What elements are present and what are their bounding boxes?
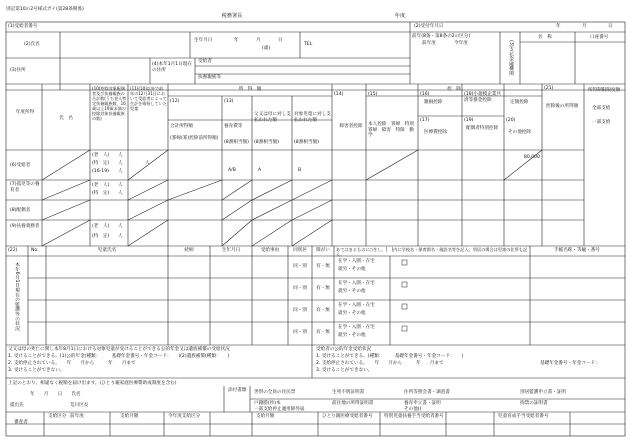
b-mark: B [298, 168, 302, 173]
recipient-pension-3: 2. 支給停止されている。 年 月から 年 月まで [316, 361, 444, 366]
c14-ratio: (8割相当額) [254, 140, 279, 145]
status-4a: 在学・入園・在宅 [338, 325, 375, 330]
prev-year: 前年度 [422, 41, 436, 46]
doc-6: 前住地の所得証明書 [332, 401, 374, 406]
col-handbook: 手帳名称・等級・番号 [554, 248, 600, 253]
office-name: 税務署長 [221, 13, 243, 19]
status-4b: 就労・その他 [338, 333, 366, 338]
ppl-1: 人 [118, 153, 123, 158]
row-recipient: (6)受給者 [10, 163, 31, 168]
old-2: (老 人) [92, 183, 110, 188]
pension-note-3: 2. 支給停止されている。 年 月から 年 月まで [8, 361, 136, 366]
receipt-month: 月 [582, 24, 587, 29]
declaration-date: 年 月 日 氏名 [30, 392, 81, 397]
d15-self: 本人控除 寡婦 特別寡婦 障害 特障 勤学 [368, 122, 414, 139]
d20-other: その他控除 [508, 130, 531, 135]
c12-before: (寡婦(寡)控除前所得額) [170, 136, 219, 141]
disab-4: 有・無 [316, 330, 330, 335]
jan1-address-label: (4)本年1月1日現在の住所 [152, 62, 192, 73]
birth-year: 年 [234, 38, 239, 43]
row-spouse: (8)配偶者 [10, 208, 31, 213]
c11-label: (11)(10)以外で前年の12月31日において受給者によって生計を維持していた児童 [130, 86, 167, 111]
d21: (21) [544, 86, 554, 91]
ppl-6: 人 [118, 224, 123, 229]
d19-spouse: 配偶者特別控除 [466, 126, 499, 131]
mayor: 荒川区長 [70, 403, 89, 408]
family-name-label: 氏 名 [59, 116, 73, 121]
age: (歳) [262, 46, 271, 51]
ppl-2: 人 [118, 161, 123, 166]
form-number: 別記第10の2号様式ガイ(第28条関係) [6, 7, 84, 12]
col-relation: 続柄 [184, 248, 194, 253]
c14-parent: 父又は母に対し支払われた額 [254, 112, 291, 123]
ppl-4: 人 [118, 183, 123, 188]
spec-count: (特 定) [92, 161, 110, 166]
receipt-year: 年 [556, 24, 561, 29]
name-label: (2)氏名 [24, 42, 40, 47]
old-count: (老 人) [92, 153, 110, 158]
d17: (17) [420, 118, 430, 123]
pension-code-2: 基礎年金番号・年金コード： [540, 361, 600, 366]
col-child-name: 児童氏名 [97, 248, 117, 253]
d19: (19) [464, 118, 474, 123]
c12-total: 合計所得額 [170, 124, 193, 129]
dependent-addr: 扶養親族等 [198, 75, 221, 80]
d17-medical: 医療費控除 [424, 130, 447, 135]
full-pay: 全部支給 [592, 106, 611, 111]
old-3: (老 人) [92, 224, 110, 229]
tel-label: TEL [304, 42, 313, 47]
disab-3: 有・無 [316, 308, 330, 313]
prev-year-label: 前年度 [70, 414, 84, 419]
pension-note-2: 1. 受けることができる。(1)公的年金(種類： 基礎年金番号・年金コード： )(2)遺族補償(種類： ) [8, 354, 230, 359]
partial-pay: 一部支給 [592, 120, 611, 125]
receipt-day: 日 [608, 24, 613, 29]
pay-class-label: 支給区分 [48, 414, 67, 419]
disab-2: 有・無 [316, 286, 330, 291]
account-col: 口座番号 [590, 35, 609, 40]
doc-9: 一部支給停止適用除外届 [254, 407, 305, 412]
sec22: (22) [8, 248, 18, 253]
ab-mark: A/B [228, 168, 236, 173]
this-year-class-label: 今年度支給区分 [168, 414, 201, 419]
d14-disabled: 障害者控除 [339, 124, 363, 129]
income-section: 所 得 額 [238, 87, 262, 92]
payer-label: (3)支払金融機関 [508, 40, 513, 76]
d14: (14) [334, 92, 344, 97]
spec-3: (特 定) [92, 234, 110, 239]
recipient-pension-4: 3. 受けることができない。 [316, 368, 373, 373]
col-no: No. [31, 248, 39, 253]
a-mark: A [258, 168, 262, 173]
status-3a: 在学・入園・在宅 [338, 303, 375, 308]
c13: (13) [224, 99, 234, 104]
col-reason: 受給事由 [260, 248, 280, 253]
doc-10: その他() [404, 407, 422, 412]
d16: (16) [420, 92, 430, 97]
status-1b: 就労・その他 [338, 267, 366, 272]
bank-name-col: 名 称 [538, 35, 552, 40]
doc-5: 戸籍謄(抄)本 [254, 401, 281, 406]
status-1a: 在学・入園・在宅 [338, 259, 375, 264]
deduction-section: 控 除 [447, 87, 461, 92]
status-3b: 就労・その他 [338, 311, 366, 316]
recipient-pension-1: 受給者の公的年金受給状況 [316, 347, 372, 352]
d18: (18)小規模企業共済等掛金控除 [464, 92, 501, 103]
spec-2: (特 定) [92, 191, 110, 196]
c12: (12) [170, 99, 180, 104]
doc-1: 世帯の全員の住民票 [254, 390, 296, 395]
doc-7: 養育申立書・証明 [404, 401, 441, 406]
year-income-label: 年度所得 [15, 110, 35, 115]
income-limit: 所得制限限度額 [588, 88, 621, 93]
recipient-id-label: (1)受給者番号 [8, 24, 38, 29]
monthly-pay-label-2: 支給月額 [256, 414, 275, 419]
child-raising-id-label: 児童育成手当受給者番号 [498, 414, 549, 419]
cohab-4: 同・別 [293, 330, 307, 335]
col-cohab: 同別居 [293, 248, 307, 253]
d20: (20) [506, 118, 516, 123]
d15: (15) [368, 92, 378, 97]
pension-note-1: 父又は母の死亡に関し本年8月1日における対象児童が受けることができる公的年金又は遺族補償の受給状況 [8, 347, 230, 352]
teen-count: (16-19) [92, 169, 109, 174]
birth-label: 生年月日 [194, 38, 213, 43]
c13-ratio: (8割相当額) [224, 140, 249, 145]
doc-3: 住所等照会書・調査書 [404, 390, 450, 395]
ppl-3: 人 [118, 169, 123, 174]
declaration: 上記のとおり、相違なく税額を届け出ます。(ひとり親家庭医療費助成制度を含む) [8, 381, 177, 386]
this-year: 今年度 [454, 41, 468, 46]
fixed-deduction: 定額控除 [510, 100, 529, 105]
c15-ratio: (8割相当額) [294, 140, 319, 145]
recipient-addr: 受給者 [198, 59, 212, 64]
row-guardian: (7)孤児等の養育者 [10, 182, 40, 193]
receipt-date-label: (2)受付年月日 [414, 24, 444, 29]
ppl-7: 人 [118, 234, 123, 239]
d16-loss: 雑損控除 [424, 100, 443, 105]
special-child-id-label: 特別児童扶養手当受給者番号 [384, 414, 444, 419]
ppl-5: 人 [118, 191, 123, 196]
disab-1: 有・無 [316, 264, 330, 269]
birth-day: 日 [278, 38, 283, 43]
c15-child: 対象児童に対し支払われた額 [294, 112, 331, 123]
attachments-label: 添付書類 [228, 388, 247, 393]
recipient-pension-2: 1. 受けることができる。(種類： 基礎年金番号・年金コード： ) [316, 354, 464, 359]
status-2a: 在学・入園・在宅 [338, 281, 375, 286]
row-dependent: (9)扶養義務者 [10, 224, 40, 229]
pension-note-4: 3. 受けることができない。 [8, 368, 65, 373]
submit-to-label: 提出先 [10, 403, 24, 408]
status-2b: 就労・その他 [338, 289, 366, 294]
address-label: (3)住所 [10, 68, 26, 73]
d21-after: 控除後の所得額 [546, 104, 579, 109]
doc-8: 拘禁の証明書 [520, 401, 548, 406]
doc-4: 別居監護申立書・証明 [520, 390, 566, 395]
col-disab: 障がい [316, 248, 330, 253]
custody-note: あてはまるものに○をし、[ ]内に学校名・保育園名・施設名等を記入。別居の場合は児童の住所も記入。 [336, 247, 528, 257]
birth-month: 月 [256, 38, 261, 43]
ppl-child: 人 [145, 161, 150, 166]
monthly-pay-label: 支給月額 [120, 414, 139, 419]
cohab-2: 同・別 [293, 286, 307, 291]
cohab-3: 同・別 [293, 308, 307, 313]
reviewer-label: 審査者 [14, 420, 28, 425]
c10-label: (10)控除対象配偶者及び扶養親族の合計数(うち老人特定扶養親族数、16歳以上19歳未満の控除対象扶養親族の数) [92, 86, 127, 121]
fixed-deduction-value: 80,000 [523, 155, 540, 160]
custody-side-label: 本年6月1日現在の監護等の状況 [14, 262, 19, 331]
doc-2: 生死不明証明書 [332, 390, 365, 395]
cohab-1: 同・別 [293, 264, 307, 269]
c13-support: 養育費等 [224, 124, 243, 129]
col-birth: 生年月日 [221, 248, 241, 253]
form-year: 年度 [394, 13, 406, 19]
code-label: 前年(8条・第8条の2の区分) [412, 34, 471, 39]
medical-id-label: ひとり親医療受給者番号 [322, 414, 373, 419]
